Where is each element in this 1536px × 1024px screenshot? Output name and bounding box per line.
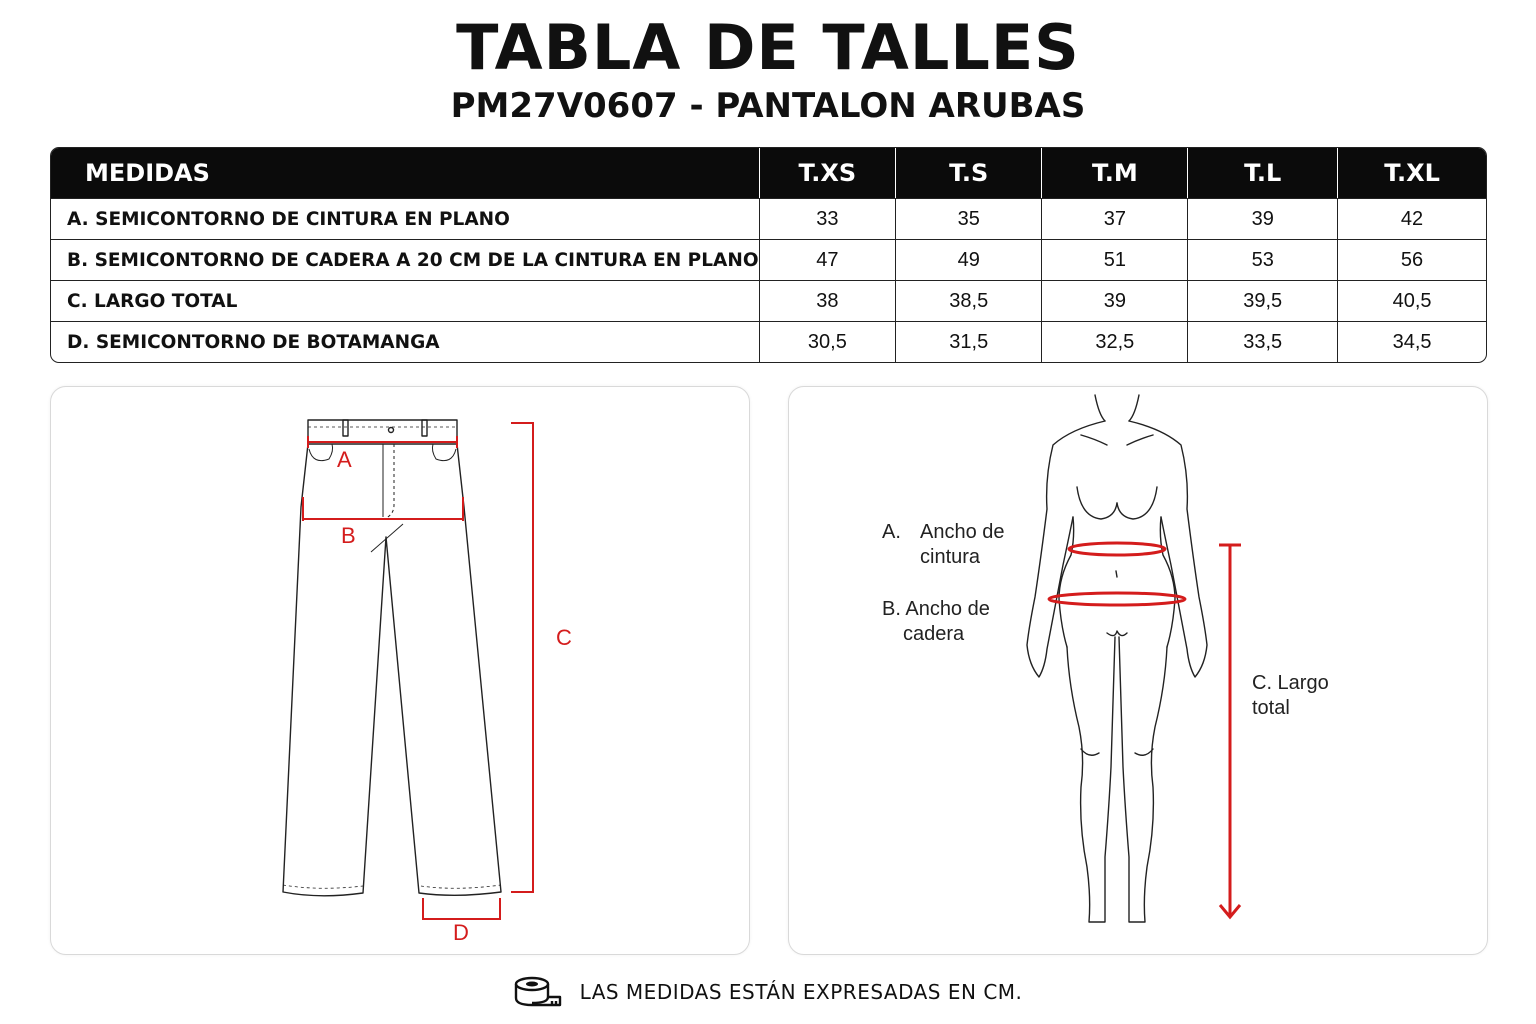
table-cell: 49 — [895, 239, 1041, 280]
table-cell: 47 — [759, 239, 896, 280]
table-row — [51, 280, 1486, 321]
label-b: B — [341, 523, 356, 548]
table-header-row — [51, 148, 1486, 198]
footer-text: LAS MEDIDAS ESTÁN EXPRESADAS EN CM. — [579, 980, 1023, 1004]
header-size-m: T.M — [1041, 148, 1187, 198]
page-title: TABLA DE TALLES — [456, 11, 1080, 84]
size-table — [50, 147, 1487, 363]
table-cell: 38,5 — [895, 280, 1041, 321]
body-label-a-prefix: A. — [882, 521, 901, 543]
table-cell: 33 — [759, 198, 896, 239]
table-cell: 56 — [1337, 239, 1486, 280]
label-c: C — [556, 625, 572, 650]
header-size-xl: T.XL — [1337, 148, 1486, 198]
body-label-b-line1: B. Ancho de — [882, 598, 990, 620]
body-label-c-line1: C. Largo — [1252, 672, 1329, 694]
pants-sketch — [51, 387, 749, 954]
table-cell: 37 — [1041, 198, 1187, 239]
header-size-l: T.L — [1187, 148, 1337, 198]
table-row — [51, 321, 1486, 362]
label-d: D — [453, 920, 469, 945]
body-label-b-line2: cadera — [903, 623, 965, 645]
table-cell: 35 — [895, 198, 1041, 239]
table-cell: 31,5 — [895, 321, 1041, 362]
label-a: A — [337, 447, 352, 472]
table-cell: 53 — [1187, 239, 1337, 280]
table-cell: 40,5 — [1337, 280, 1486, 321]
measuring-tape-icon — [514, 975, 562, 1009]
table-cell: 39 — [1041, 280, 1187, 321]
row-label: B. SEMICONTORNO DE CADERA A 20 CM DE LA CINTURA EN PLANO — [51, 239, 759, 280]
table-cell: 30,5 — [759, 321, 896, 362]
table-row — [51, 198, 1486, 239]
table-cell: 34,5 — [1337, 321, 1486, 362]
header-size-s: T.S — [895, 148, 1041, 198]
body-label-a-line2: cintura — [920, 546, 981, 568]
header-medidas: MEDIDAS — [51, 148, 759, 198]
table-cell: 39,5 — [1187, 280, 1337, 321]
body-label-a-line1: Ancho de — [920, 521, 1005, 543]
product-subtitle: PM27V0607 - PANTALON ARUBAS — [450, 86, 1086, 126]
header-size-xs: T.XS — [759, 148, 896, 198]
pants-diagram-panel — [50, 386, 750, 955]
row-label: C. LARGO TOTAL — [51, 280, 759, 321]
body-figure — [789, 387, 1487, 954]
table-cell: 39 — [1187, 198, 1337, 239]
table-cell: 38 — [759, 280, 896, 321]
table-cell: 32,5 — [1041, 321, 1187, 362]
table-row — [51, 239, 1486, 280]
body-diagram-panel — [788, 386, 1488, 955]
row-label: A. SEMICONTORNO DE CINTURA EN PLANO — [51, 198, 759, 239]
table-cell: 33,5 — [1187, 321, 1337, 362]
table-cell: 42 — [1337, 198, 1486, 239]
body-label-c-line2: total — [1252, 697, 1290, 719]
row-label: D. SEMICONTORNO DE BOTAMANGA — [51, 321, 759, 362]
footer-note — [0, 972, 1536, 1012]
table-cell: 51 — [1041, 239, 1187, 280]
